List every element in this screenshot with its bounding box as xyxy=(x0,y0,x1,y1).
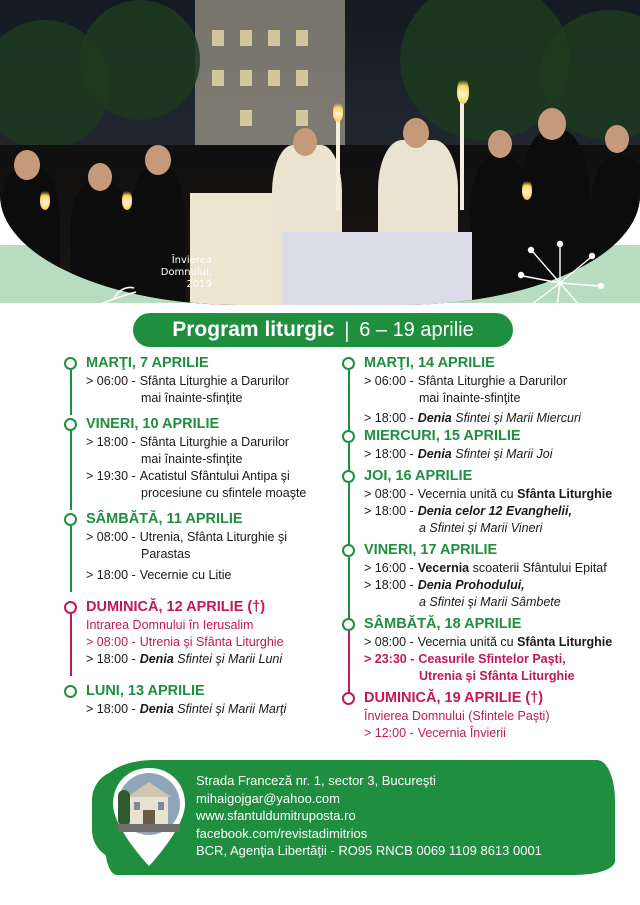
event-item xyxy=(364,651,632,668)
event-time: > 18:00 - xyxy=(364,578,414,592)
event-item xyxy=(86,434,334,451)
event-text: Sfânta Liturghie a Darurilor xyxy=(417,374,568,388)
day-title: DUMINICĂ, 12 APRILIE (†) xyxy=(86,599,266,615)
timeline-dot-icon xyxy=(64,601,77,614)
event-continuation: procesiune cu sfintele moaşte xyxy=(141,486,307,500)
program-header xyxy=(133,313,513,347)
paschal-candle xyxy=(460,100,464,210)
event-time: > 08:00 - xyxy=(86,635,136,649)
tree xyxy=(80,0,200,120)
program-title: Program liturgic xyxy=(172,318,335,341)
event-continuation: mai înainte-sfinţite xyxy=(419,391,521,405)
event-bold-text: Denia xyxy=(417,411,452,425)
timeline-line xyxy=(70,370,72,415)
event-time: > 08:00 - xyxy=(364,487,414,501)
event-text: Sfintei şi Marii Miercuri xyxy=(455,411,581,425)
event-item xyxy=(364,446,632,463)
timeline-dot-icon xyxy=(342,357,355,370)
timeline-dot-icon xyxy=(64,513,77,526)
event-text: Sfânta Liturghie a Darurilor xyxy=(139,435,290,449)
candle-flame xyxy=(333,100,343,122)
event-time: > 18:00 - xyxy=(86,568,136,582)
day-block xyxy=(64,510,334,584)
window xyxy=(212,70,224,86)
timeline-line xyxy=(348,483,350,545)
timeline-line xyxy=(348,370,350,435)
event-time: > 18:00 - xyxy=(86,652,136,666)
event-item xyxy=(86,529,334,546)
event-item xyxy=(86,634,334,651)
event-bold-text: Denia celor 12 Evanghelii, xyxy=(417,504,572,518)
event-description xyxy=(414,446,553,463)
address: Strada Franceză nr. 1, sector 3, Bucureşti xyxy=(196,773,436,788)
face xyxy=(538,108,566,140)
event-time: > 19:30 - xyxy=(86,469,136,483)
event-text: Vecernie cu Litie xyxy=(139,568,232,582)
timeline-dot-icon xyxy=(342,692,355,705)
event-text: Ceasurile Sfintelor Paşti, xyxy=(418,652,566,666)
event-time: > 18:00 - xyxy=(364,504,414,518)
timeline-dot-icon xyxy=(342,430,355,443)
event-time: > 23:30 - xyxy=(364,652,415,666)
event-bold-text: Vecernia xyxy=(417,561,470,575)
window xyxy=(240,30,252,46)
event-text: Sfintei şi Marii Luni xyxy=(177,652,283,666)
event-text: Vecernia unită cu xyxy=(417,487,514,501)
event-text: Utrenia şi Sfânta Liturghie xyxy=(139,635,284,649)
day-title: VINERI, 17 APRILIE xyxy=(364,542,498,558)
timeline-line xyxy=(348,631,350,693)
event-text: scoaterii Sfântului Epitaf xyxy=(472,561,607,575)
event-item xyxy=(364,577,632,594)
event-time: > 08:00 - xyxy=(86,530,136,544)
window xyxy=(296,30,308,46)
timeline-dot-icon xyxy=(342,544,355,557)
event-time: > 18:00 - xyxy=(86,435,136,449)
face xyxy=(293,128,317,156)
email-link[interactable]: mihaigojgar@yahoo.com xyxy=(196,790,340,806)
event-item xyxy=(364,410,632,427)
timeline-dot-icon xyxy=(64,685,77,698)
event-item xyxy=(364,373,632,390)
day-title: DUMINICĂ, 19 APRILIE (†) xyxy=(364,690,544,706)
event-item xyxy=(86,701,334,718)
timeline-dot-icon xyxy=(64,418,77,431)
day-title: LUNI, 13 APRILIE xyxy=(86,683,205,699)
face xyxy=(605,125,629,153)
face xyxy=(403,118,429,148)
feast-name: Intrarea Domnului în Ierusalim xyxy=(86,618,254,632)
title-separator: | xyxy=(343,318,351,342)
window xyxy=(296,110,308,126)
candle-flame xyxy=(40,188,50,210)
event-description xyxy=(414,410,581,427)
candle xyxy=(336,120,340,210)
day-block xyxy=(342,467,632,537)
event-bold-text: Sfânta Liturghie xyxy=(517,635,613,649)
day-block-feast xyxy=(342,689,632,742)
face xyxy=(145,145,171,175)
event-continuation: a Sfintei şi Marii Sâmbete xyxy=(419,595,561,609)
event-bold-text: Denia xyxy=(139,652,174,666)
event-item xyxy=(364,725,632,742)
event-text: Sfintei şi Marii Marţi xyxy=(177,702,287,716)
event-item xyxy=(364,634,632,651)
day-block xyxy=(64,682,334,718)
candle-flame xyxy=(122,188,132,210)
bank-account: BCR, Agenţia Libertăţii - RO95 RNCB 0069 1109 8613 0001 xyxy=(196,843,542,858)
event-item xyxy=(86,468,334,485)
window xyxy=(296,70,308,86)
event-text: Vecernia unită cu xyxy=(417,635,514,649)
day-block xyxy=(64,354,334,407)
event-item xyxy=(364,560,632,577)
contact-info xyxy=(196,772,542,860)
event-description xyxy=(136,701,287,718)
day-title: SÂMBĂTĂ, 11 APRILIE xyxy=(86,511,243,527)
day-block xyxy=(342,354,632,427)
event-time: > 12:00 - xyxy=(364,726,414,740)
photo-caption xyxy=(140,255,212,291)
flower-sprig-icon xyxy=(515,238,605,328)
window xyxy=(240,110,252,126)
timeline-line xyxy=(70,431,72,510)
event-time: > 06:00 - xyxy=(364,374,414,388)
window xyxy=(240,70,252,86)
timeline-line xyxy=(70,614,72,676)
timeline-dot-icon xyxy=(342,470,355,483)
face xyxy=(488,130,512,158)
window xyxy=(268,70,280,86)
event-time: > 06:00 - xyxy=(86,374,136,388)
window xyxy=(268,30,280,46)
day-title: MIERCURI, 15 APRILIE xyxy=(364,428,521,444)
day-block xyxy=(342,541,632,611)
feast-name: Învierea Domnului (Sfintele Paşti) xyxy=(364,709,550,723)
event-item xyxy=(86,567,334,584)
day-title: VINERI, 10 APRILIE xyxy=(86,416,220,432)
day-title: MARŢI, 14 APRILIE xyxy=(364,355,495,371)
event-continuation: mai înainte-sfinţite xyxy=(141,452,243,466)
event-text: Sfânta Liturghie a Darurilor xyxy=(139,374,290,388)
caption-line: 2019 xyxy=(186,279,212,290)
face xyxy=(14,150,40,180)
timeline-line xyxy=(348,557,350,619)
event-time: > 16:00 - xyxy=(364,561,414,575)
day-block-feast xyxy=(64,598,334,668)
timeline-line xyxy=(70,526,72,592)
event-continuation: a Sfintei şi Marii Vineri xyxy=(419,521,543,535)
day-block xyxy=(64,415,334,502)
face xyxy=(88,163,112,191)
event-continuation: Utrenia şi Sfânta Liturghie xyxy=(419,669,575,683)
timeline-dot-icon xyxy=(342,618,355,631)
event-bold-text: Denia Prohodului, xyxy=(417,578,525,592)
event-continuation: mai înainte-sfinţite xyxy=(141,391,243,405)
event-bold-text: Sfânta Liturghie xyxy=(517,487,613,501)
church-location-pin-icon xyxy=(110,766,188,870)
event-item xyxy=(86,373,334,390)
event-time: > 18:00 - xyxy=(86,702,136,716)
event-description xyxy=(414,634,613,651)
day-block xyxy=(342,615,632,685)
timeline-dot-icon xyxy=(64,357,77,370)
day-block xyxy=(342,427,632,463)
event-text: Vecernia Învierii xyxy=(417,726,506,740)
caption-line: Domnului, xyxy=(160,267,212,278)
day-title: JOI, 16 APRILIE xyxy=(364,468,473,484)
website-link[interactable]: www.sfantuldumitruposta.ro xyxy=(196,808,356,823)
altar-table xyxy=(282,232,472,305)
leaf-sprig-icon xyxy=(18,270,148,360)
event-description xyxy=(414,486,613,503)
event-description xyxy=(136,651,282,668)
event-description xyxy=(414,560,607,577)
event-text: Acatistul Sfântului Antipa şi xyxy=(139,469,290,483)
facebook-link[interactable]: facebook.com/revistadimitrios xyxy=(196,825,368,841)
caption-line: Învierea xyxy=(171,255,212,266)
event-time: > 18:00 - xyxy=(364,411,414,425)
event-bold-text: Denia xyxy=(139,702,174,716)
day-title: MARŢI, 7 APRILIE xyxy=(86,355,209,371)
event-item xyxy=(364,486,632,503)
event-item xyxy=(364,503,632,520)
candle-flame xyxy=(457,76,469,104)
program-dates: 6 – 19 aprilie xyxy=(359,318,474,341)
schedule-column-right xyxy=(342,354,632,750)
event-text: Sfintei şi Marii Joi xyxy=(455,447,553,461)
event-time: > 18:00 - xyxy=(364,447,414,461)
candle-flame xyxy=(522,178,532,200)
window xyxy=(212,30,224,46)
event-text: Utrenia, Sfânta Liturghie şi xyxy=(139,530,288,544)
day-title: SÂMBĂTĂ, 18 APRILIE xyxy=(364,616,522,632)
event-description xyxy=(136,373,289,390)
event-time: > 08:00 - xyxy=(364,635,414,649)
event-continuation: Parastas xyxy=(141,547,191,561)
event-bold-text: Denia xyxy=(417,447,452,461)
event-item xyxy=(86,651,334,668)
schedule-column-left xyxy=(64,354,334,726)
